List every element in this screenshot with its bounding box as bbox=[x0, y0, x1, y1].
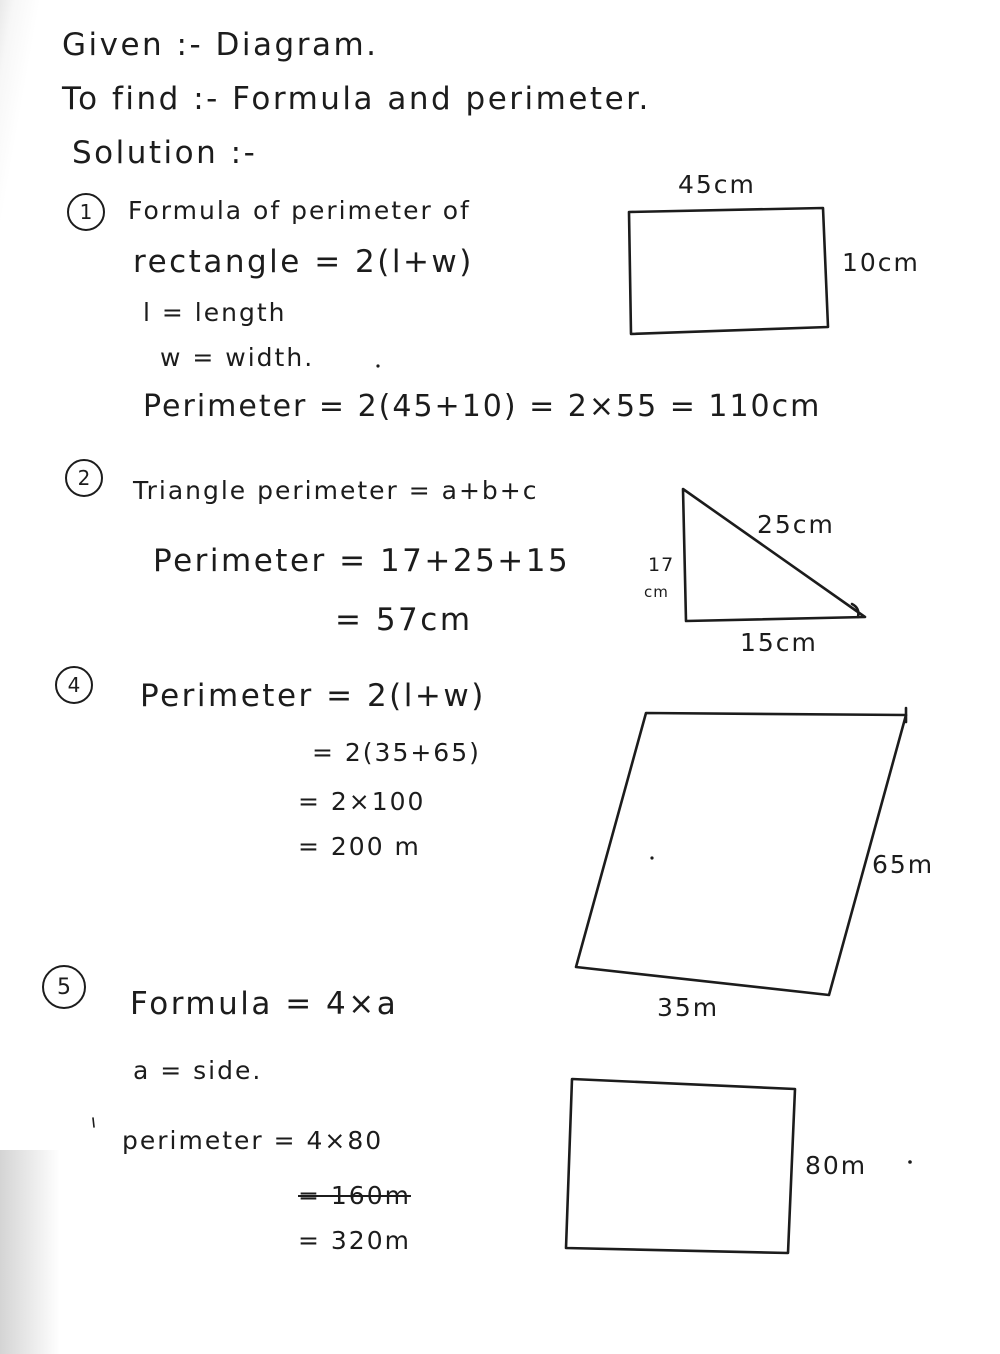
rectangle-top-label: 45cm bbox=[678, 170, 756, 199]
section-1-formula-line-1: Formula of perimeter of bbox=[128, 196, 471, 225]
triangle-hypotenuse-label: 25cm bbox=[757, 510, 835, 539]
given-line: Given :- Diagram. bbox=[62, 27, 379, 63]
section-4-def-side: a = side. bbox=[133, 1056, 263, 1085]
parallelogram-center-dot bbox=[650, 856, 653, 859]
margin-tick-mark bbox=[93, 1118, 94, 1127]
section-1-def-length: l = length bbox=[143, 298, 287, 327]
section-3-line-1: Perimeter = 2(l+w) bbox=[140, 678, 486, 714]
parallelogram-base-label: 35m bbox=[657, 993, 720, 1022]
square-label-dot bbox=[908, 1160, 912, 1164]
triangle-left-label-unit: cm bbox=[644, 583, 669, 601]
rectangle-shape bbox=[629, 208, 828, 334]
triangle-left-label-number: 17 bbox=[648, 554, 675, 576]
section-4-formula: Formula = 4×a bbox=[130, 986, 399, 1022]
section-2-result: = 57cm bbox=[335, 602, 473, 638]
square-shape bbox=[566, 1079, 795, 1253]
square-side-label: 80m bbox=[805, 1151, 868, 1180]
width-def-dot bbox=[376, 364, 379, 367]
parallelogram-side-label: 65m bbox=[872, 850, 935, 879]
section-3-number: 4 bbox=[55, 666, 93, 704]
section-1-formula-line-2: rectangle = 2(l+w) bbox=[133, 244, 474, 280]
section-2-perimeter: Perimeter = 17+25+15 bbox=[153, 543, 571, 579]
section-4-number: 5 bbox=[42, 965, 86, 1009]
section-1-number: 1 bbox=[67, 193, 105, 231]
parallelogram-shape bbox=[576, 713, 906, 995]
section-4-struck-value: = 160m bbox=[298, 1181, 411, 1210]
section-1-def-width: w = width. bbox=[160, 343, 315, 372]
section-1-perimeter: Perimeter = 2(45+10) = 2×55 = 110cm bbox=[143, 389, 822, 424]
triangle-shape bbox=[683, 489, 865, 621]
section-2-number: 2 bbox=[65, 459, 103, 497]
section-2-formula: Triangle perimeter = a+b+c bbox=[133, 476, 539, 505]
to-find-line: To find :- Formula and perimeter. bbox=[62, 81, 651, 117]
section-3-line-2: = 2(35+65) bbox=[312, 738, 481, 767]
section-4-result: = 320m bbox=[298, 1226, 411, 1255]
solution-heading: Solution :- bbox=[72, 135, 258, 171]
section-3-line-3: = 2×100 bbox=[298, 787, 426, 816]
section-3-line-4: = 200 m bbox=[298, 832, 421, 861]
rectangle-side-label: 10cm bbox=[842, 248, 920, 277]
triangle-base-label: 15cm bbox=[740, 628, 818, 657]
section-4-perimeter: perimeter = 4×80 bbox=[122, 1126, 384, 1155]
